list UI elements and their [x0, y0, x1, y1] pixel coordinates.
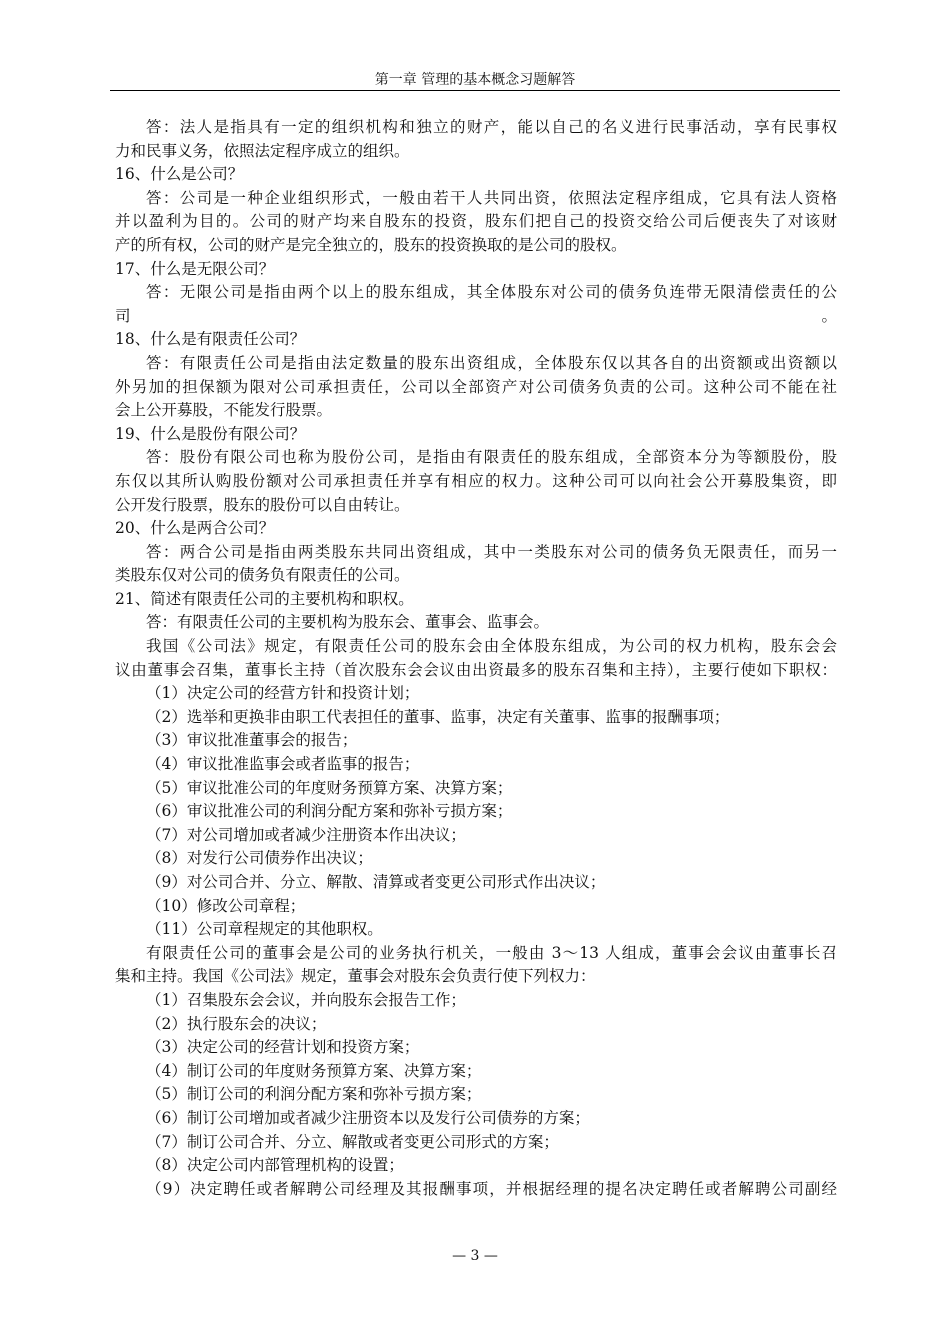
text-line: 17、什么是无限公司？	[115, 259, 275, 278]
text-line-end: 。	[821, 306, 837, 325]
text-line: 答：无限公司是指由两个以上的股东组成，其全体股东对公司的债务负连带无限清偿责任的公	[146, 283, 837, 302]
text-line: 集和主持。我国《公司法》规定，董事会对股东会负责行使下列权力：	[115, 967, 596, 986]
page-number: — 3 —	[452, 1248, 498, 1264]
text-line: 产的所有权，公司的财产是完全独立的，股东的投资换取的是公司的股权。	[115, 235, 627, 254]
text-line: （6）制订公司增加或者减少注册资本以及发行公司债券的方案；	[146, 1108, 590, 1127]
text-line: 答：股份有限公司也称为股份公司，是指由有限责任的股东组成，全部资本分为等额股份，股	[146, 448, 837, 467]
text-line: 答：有限责任公司的主要机构为股东会、董事会、监事会。	[146, 613, 550, 632]
text-line: （8）对发行公司债券作出决议；	[146, 849, 373, 868]
text-line: 16、什么是公司？	[115, 165, 244, 184]
text-line: 我国《公司法》规定，有限责任公司的股东会由全体股东组成，为公司的权力机构，股东会会	[146, 637, 837, 656]
text-line: 答：有限责任公司是指由法定数量的股东出资组成，全体股东仅以其各自的出资额或出资额以	[146, 353, 837, 372]
text-line: 19、什么是股份有限公司？	[115, 424, 306, 443]
text-line: （4）制订公司的年度财务预算方案、决算方案；	[146, 1061, 482, 1080]
text-line-start: 司	[115, 306, 131, 325]
text-line: 有限责任公司的董事会是公司的业务执行机关，一般由 3～13 人组成，董事会会议由董事长召	[146, 943, 837, 962]
text-line: （7）对公司增加或者减少注册资本作出决议；	[146, 825, 466, 844]
text-line: （4）审议批准监事会或者监事的报告；	[146, 755, 420, 774]
text-line: （6）审议批准公司的利润分配方案和弥补亏损方案；	[146, 802, 513, 821]
text-line: （7）制订公司合并、分立、解散或者变更公司形式的方案；	[146, 1132, 559, 1151]
text-line: （5）审议批准公司的年度财务预算方案、决算方案；	[146, 778, 513, 797]
text-line	[115, 305, 837, 329]
text-line: （5）制订公司的利润分配方案和弥补亏损方案；	[146, 1085, 482, 1104]
text-line: （2）选举和更换非由职工代表担任的董事、监事，决定有关董事、监事的报酬事项；	[146, 707, 730, 726]
page-header: 第一章 管理的基本概念习题解答	[374, 72, 576, 88]
text-line: 并以盈利为目的。公司的财产均来自股东的投资，股东们把自己的投资交给公司后便丧失了对该财	[115, 212, 837, 231]
document-body	[115, 116, 837, 1201]
text-line: 力和民事义务，依照法定程序成立的组织。	[115, 141, 410, 160]
text-line: 东仅以其所认购股份额对公司承担责任并享有相应的权力。这种公司可以向社会公开募股集资，即	[115, 471, 837, 490]
text-line: 答：法人是指具有一定的组织机构和独立的财产，能以自己的名义进行民事活动，享有民事权	[146, 118, 837, 136]
text-line: 18、什么是有限责任公司？	[115, 330, 306, 349]
text-line: （9）决定聘任或者解聘公司经理及其报酬事项，并根据经理的提名决定聘任或者解聘公司副经	[146, 1179, 837, 1198]
text-line: （8）决定公司内部管理机构的设置；	[146, 1156, 404, 1175]
text-line: （2）执行股东会的决议；	[146, 1014, 327, 1033]
text-line: （3）决定公司的经营计划和投资方案；	[146, 1038, 420, 1057]
text-line: 答：两合公司是指由两类股东共同出资组成，其中一类股东对公司的债务负无限责任，而另一	[146, 542, 837, 561]
text-line: 20、什么是两合公司？	[115, 519, 275, 538]
text-line: （9）对公司合并、分立、解散、清算或者变更公司形式作出决议；	[146, 873, 606, 891]
text-line: （10）修改公司章程；	[146, 896, 306, 915]
text-line: 公开发行股票，股东的股份可以自由转让。	[115, 495, 410, 514]
text-line: 21、简述有限责任公司的主要机构和职权。	[115, 589, 414, 608]
text-line: 会上公开募股，不能发行股票。	[115, 401, 333, 420]
text-line: （3）审议批准董事会的报告；	[146, 731, 358, 750]
text-line: 答：公司是一种企业组织形式，一般由若干人共同出资，依照法定程序组成，它具有法人资格	[146, 188, 837, 207]
text-line: （1）召集股东会会议，并向股东会报告工作；	[146, 990, 466, 1009]
text-line: 外另加的担保额为限对公司承担责任，公司以全部资产对公司债务负责的公司。这种公司不能在社	[115, 377, 837, 396]
text-line: （11）公司章程规定的其他职权。	[146, 920, 383, 939]
text-line: 类股东仅对公司的债务负有限责任的公司。	[115, 566, 410, 585]
header-rule	[110, 90, 840, 91]
text-line: 议由董事会召集，董事长主持（首次股东会会议由出资最多的股东召集和主持），主要行使如下职权：	[115, 660, 837, 679]
text-line: （1）决定公司的经营方针和投资计划；	[146, 684, 420, 703]
